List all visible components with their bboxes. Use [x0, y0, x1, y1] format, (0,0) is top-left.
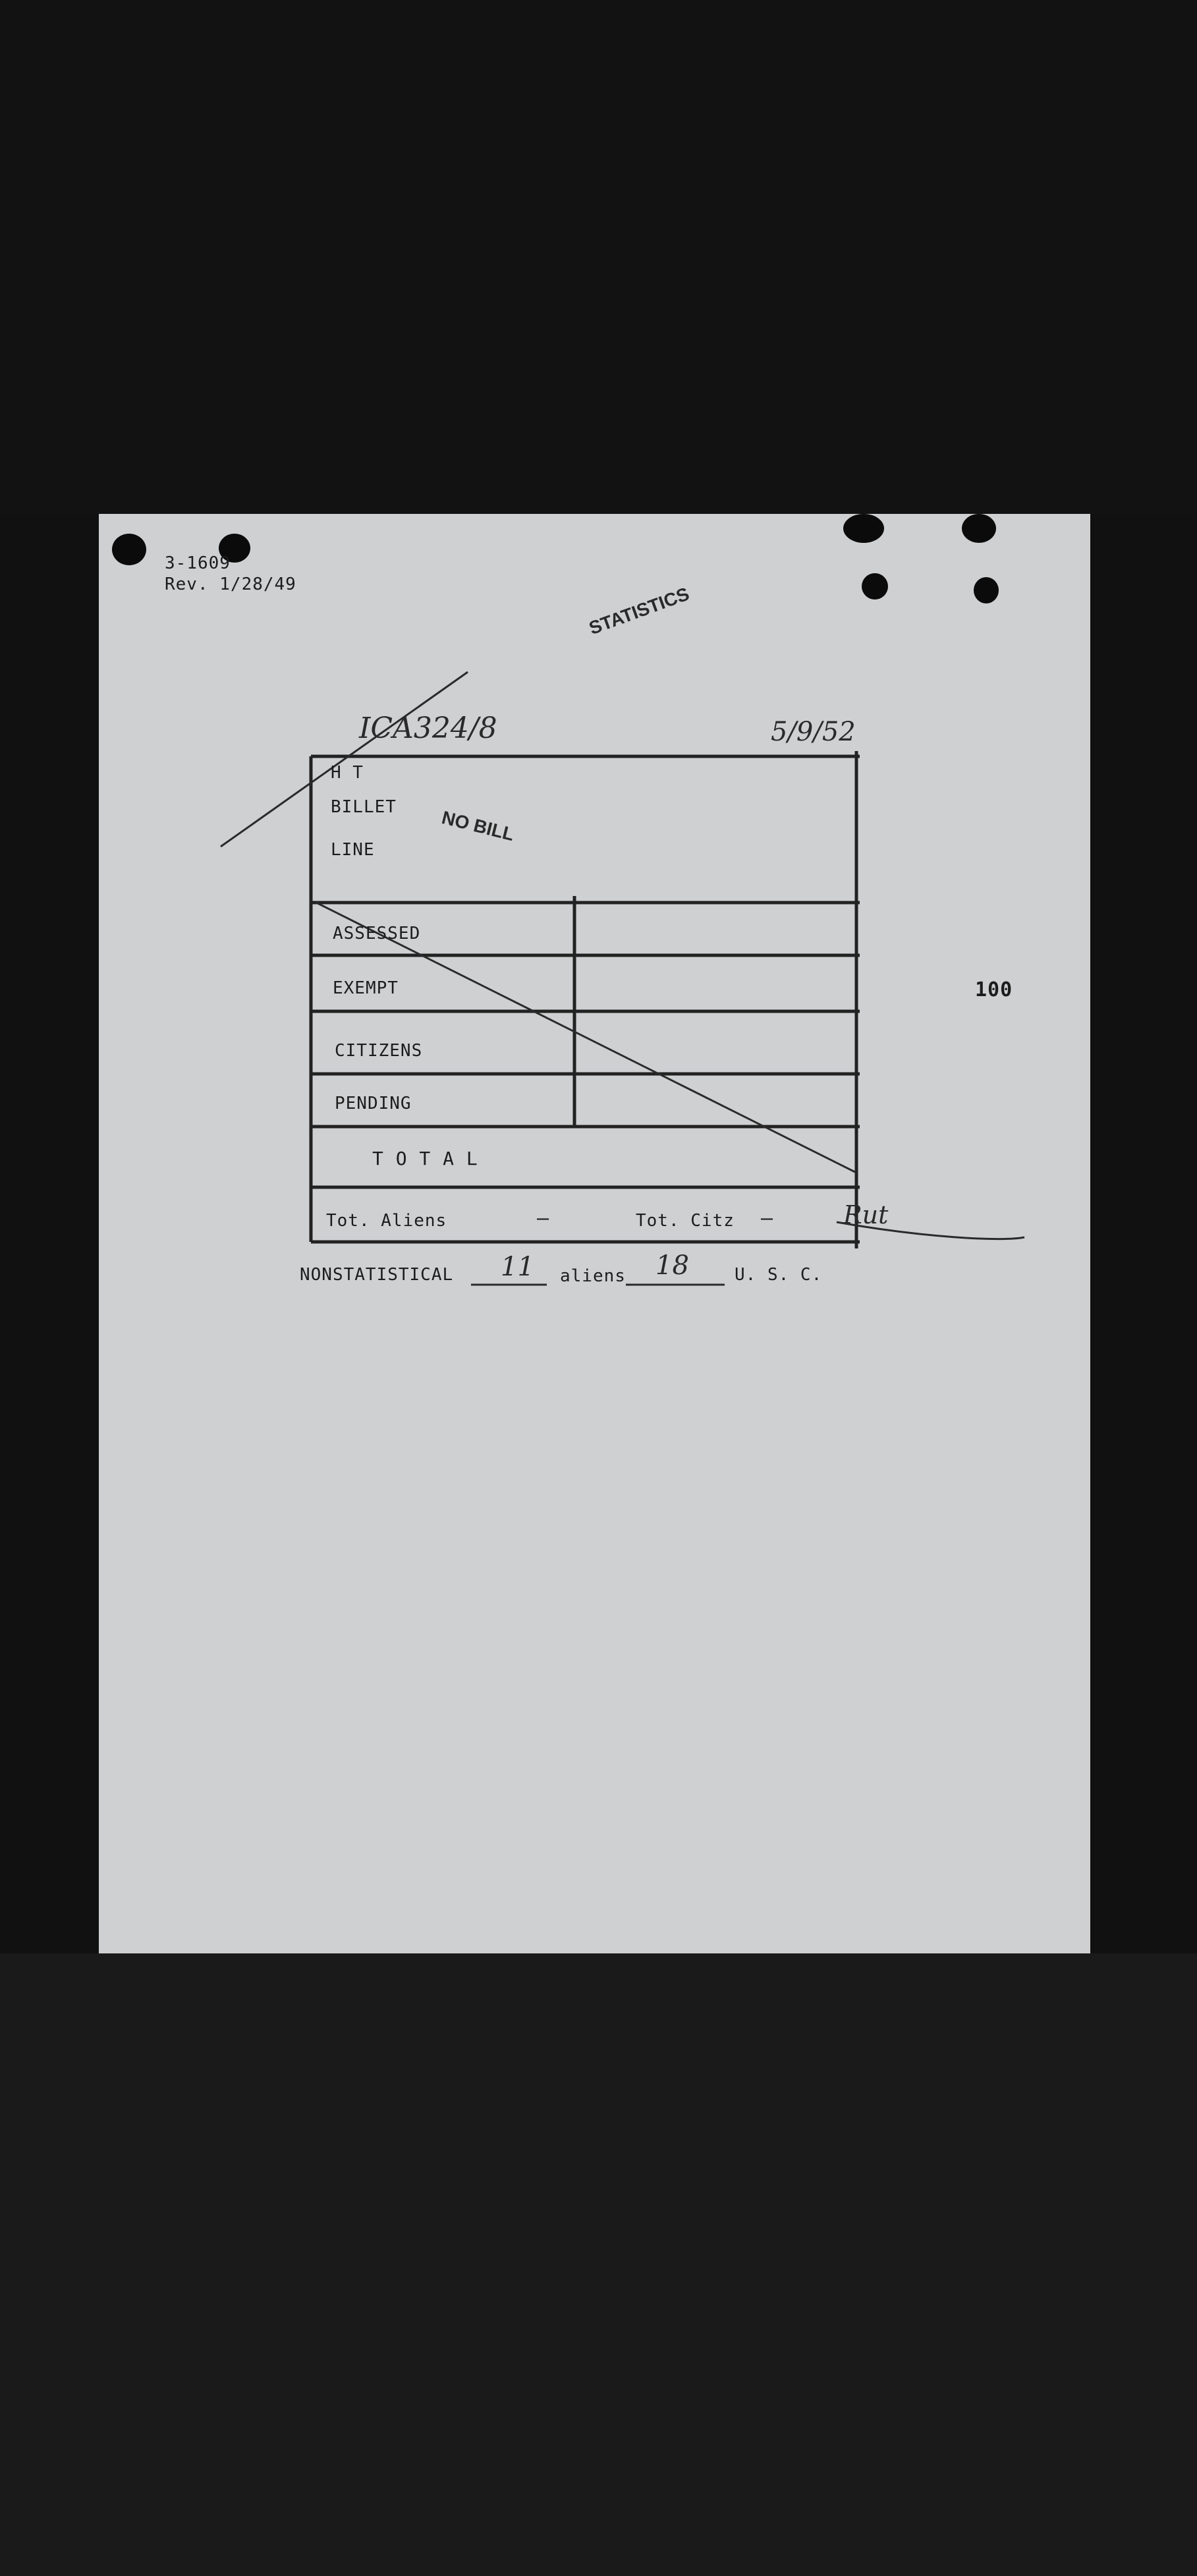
form-grid — [99, 514, 1090, 1953]
usc-label: U. S. C. — [735, 1265, 823, 1285]
row-label-total: T O T A L — [372, 1148, 478, 1169]
nonstatistical-label: NONSTATISTICAL — [300, 1265, 454, 1285]
row-label-ht: H T — [331, 763, 364, 783]
tot-aliens-label: Tot. Aliens — [326, 1211, 447, 1231]
aliens-value: 18 — [655, 1250, 689, 1281]
row-label-line: LINE — [331, 840, 375, 860]
form-number: 3-1609 — [165, 553, 231, 573]
row-label-citizens: CITIZENS — [335, 1041, 423, 1061]
handwritten-date: 5/9/52 — [771, 717, 856, 747]
form-revision: Rev. 1/28/49 — [165, 574, 296, 594]
tot-citz-value: — — [761, 1207, 774, 1230]
row-label-pending: PENDING — [335, 1094, 412, 1113]
document-page — [99, 514, 1090, 1953]
handwritten-case-number: ICA324/8 — [359, 712, 497, 745]
row-label-assessed: ASSESSED — [333, 924, 421, 943]
scanner-background-bottom — [0, 1953, 1197, 2576]
aliens-label: aliens — [560, 1266, 626, 1286]
row-label-billet: BILLET — [331, 797, 397, 817]
side-number: 100 — [975, 978, 1013, 1001]
statistics-stamp: STATISTICS — [586, 583, 692, 639]
tot-aliens-value: — — [537, 1207, 550, 1230]
no-bill-stamp: NO BILL — [439, 807, 516, 845]
scanner-background-top — [0, 0, 1197, 514]
nonstatistical-value: 11 — [501, 1252, 534, 1282]
row-label-exempt: EXEMPT — [333, 978, 399, 998]
tot-citz-label: Tot. Citz — [636, 1211, 735, 1231]
handwritten-initials: Rut — [843, 1200, 889, 1229]
